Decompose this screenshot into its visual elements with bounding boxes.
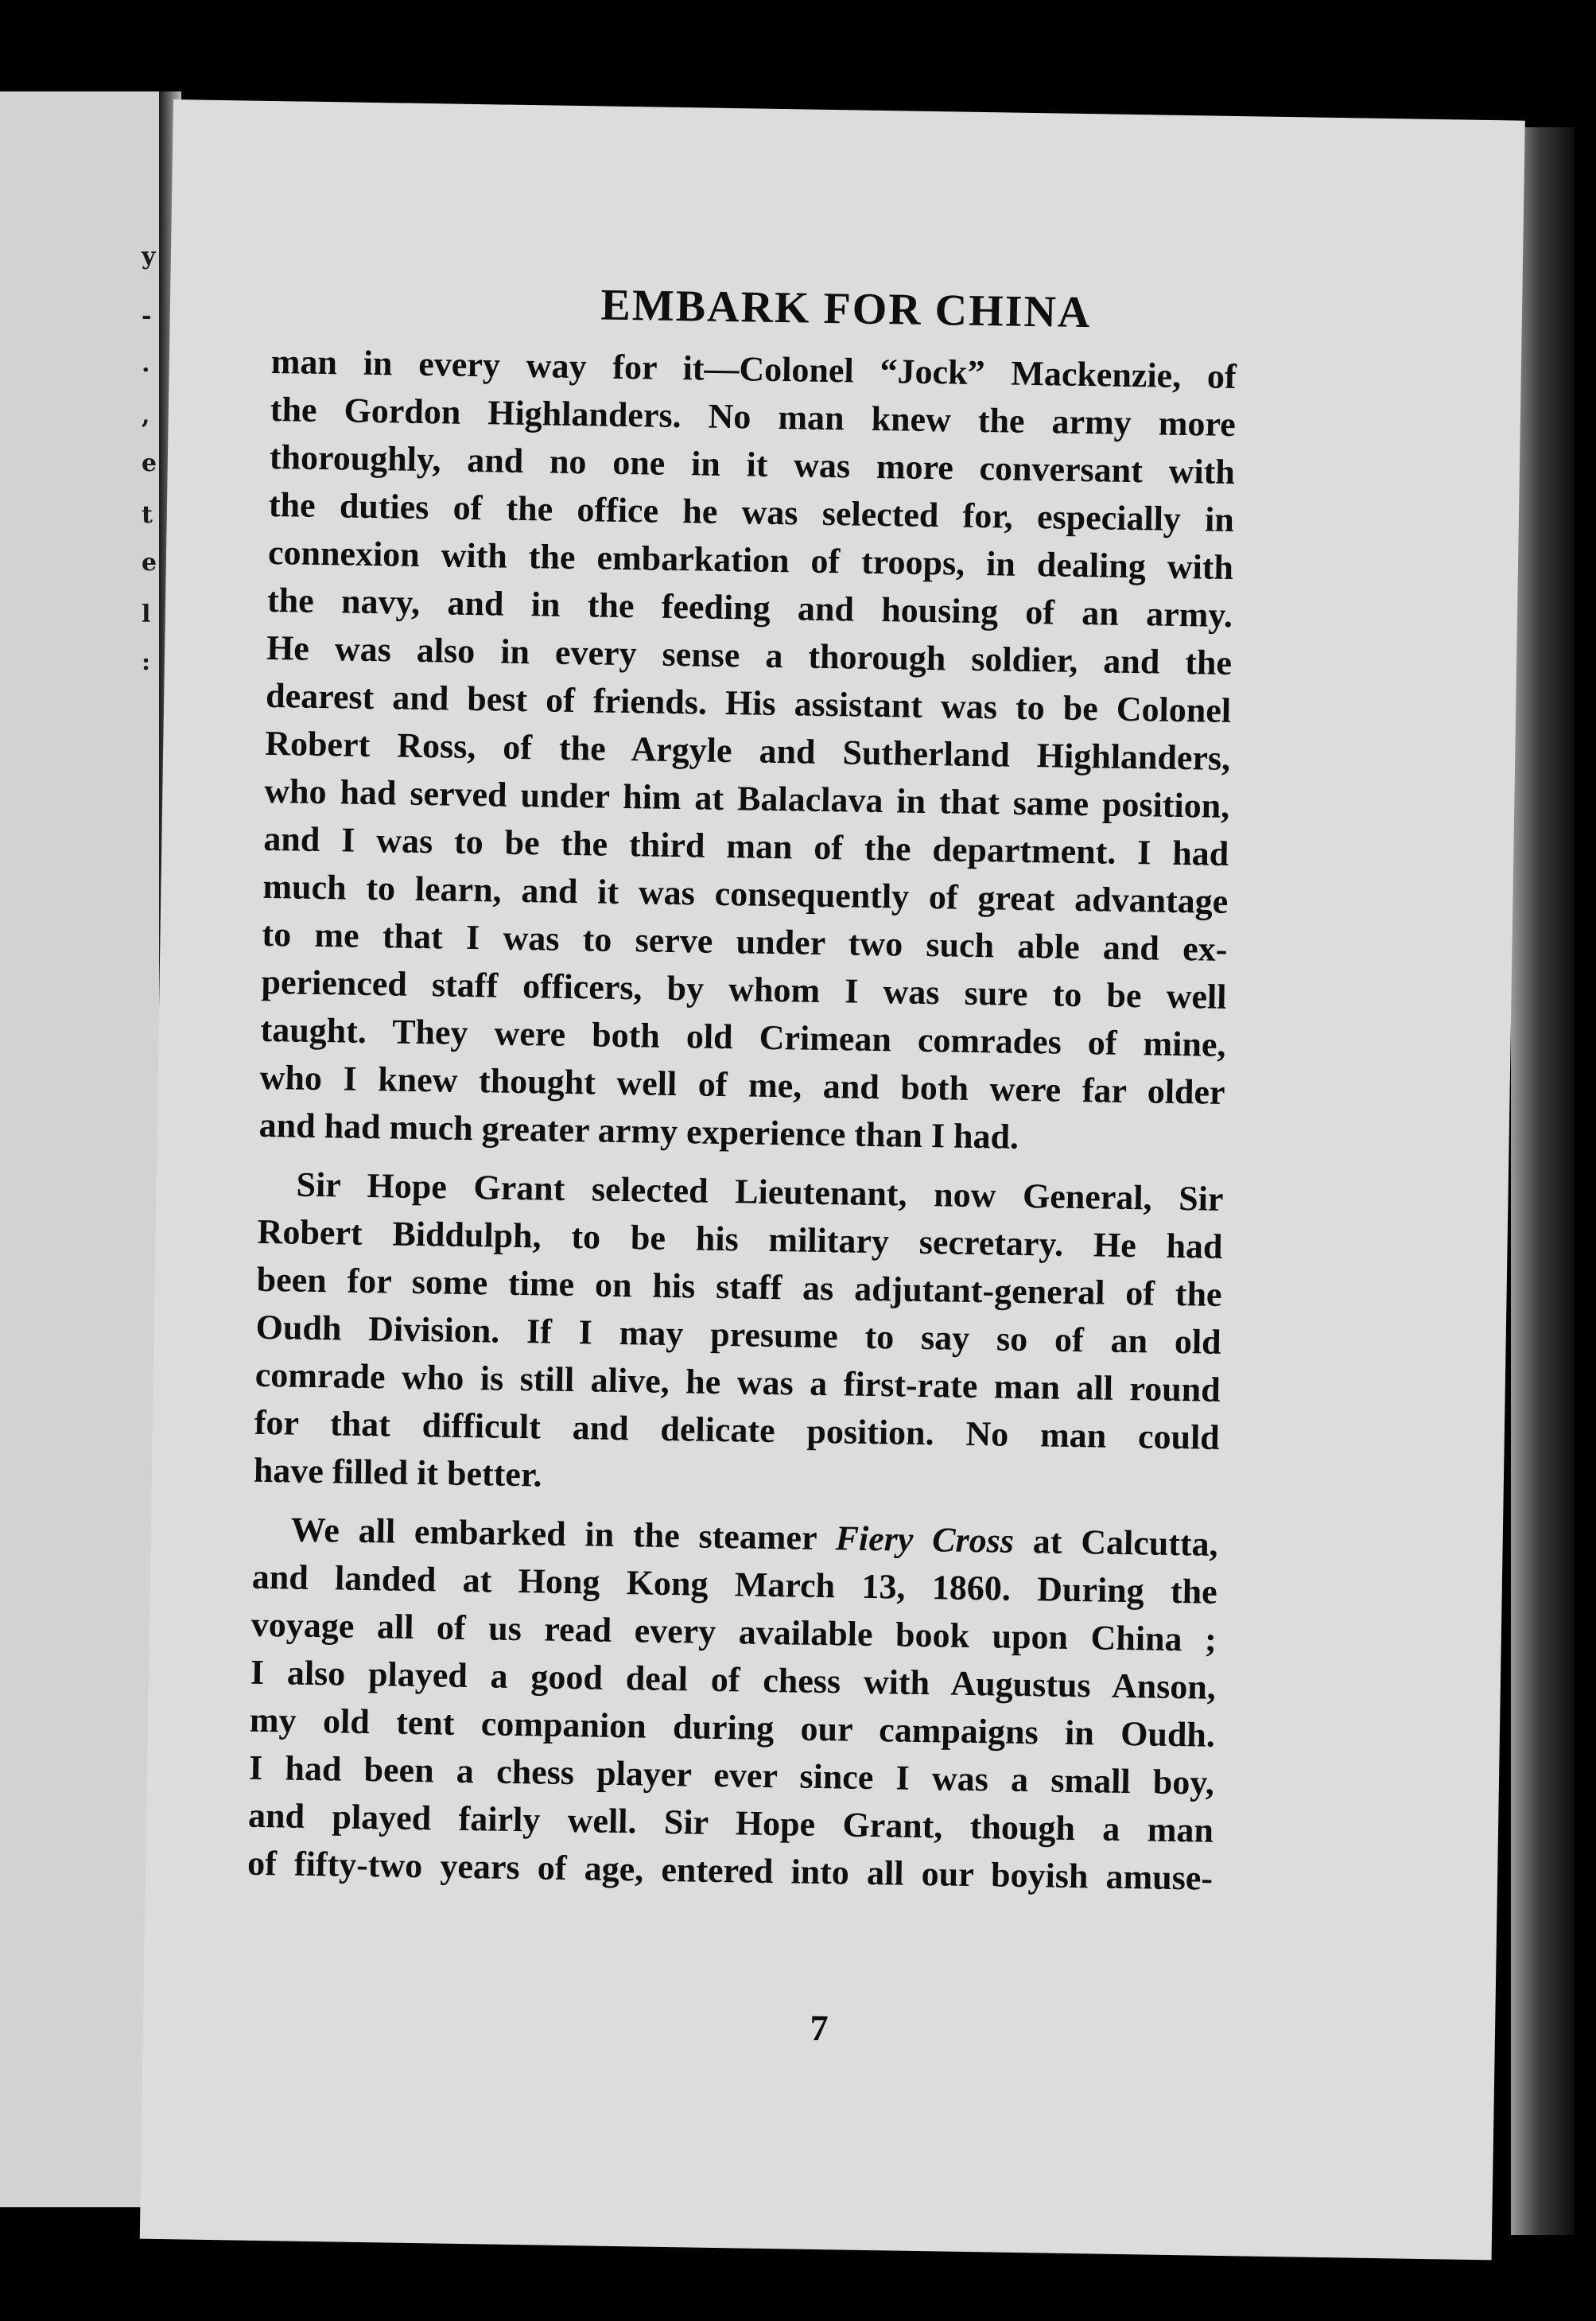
- text-line: my old tent companion during our campaigns in Oudh.: [249, 1700, 1216, 1755]
- page-stack-edge: [1511, 127, 1575, 2235]
- text-line: Oudh Division. If I may presume to say so of an old: [255, 1307, 1222, 1362]
- left-margin-mark: y: [142, 243, 156, 270]
- body-text: [247, 338, 1237, 1903]
- text-line: and landed at Hong Kong March 13, 1860. During the: [251, 1557, 1218, 1611]
- text-line: perienced staff officers, by whom I was sure to be well: [261, 962, 1227, 1017]
- text-line: I had been a chess player ever since I was a small boy,: [248, 1748, 1215, 1802]
- text-line: and I was to be the third man of the department. I had: [263, 818, 1229, 873]
- text-line: We all embarked in the steamer Fiery Cross at Calcutta,: [290, 1510, 1219, 1564]
- text-line: connexion with the embarkation of troops, in dealing with: [267, 532, 1234, 588]
- left-margin-mark: :: [142, 648, 151, 676]
- text-line: taught. They were both old Crimean comrades of mine,: [260, 1009, 1226, 1064]
- text-line: man in every way for it—Colonel “Jock” Mackenzie, of: [270, 341, 1237, 397]
- text-line: the duties of the office he was selected for, especially in: [268, 484, 1235, 540]
- text-line: He was also in every sense a thorough soldier, and the: [266, 628, 1233, 682]
- running-header: EMBARK FOR CHINA: [600, 280, 1092, 338]
- text-line: much to learn, and it was consequently of great advantage: [262, 866, 1229, 921]
- left-margin-mark: -: [142, 302, 152, 330]
- left-page-edge: [0, 91, 164, 2207]
- text-line: and played fairly well. Sir Hope Grant, though a man: [247, 1795, 1214, 1850]
- text-line: Robert Biddulph, to be his military secretary. He had: [257, 1211, 1223, 1266]
- left-margin-mark: .: [142, 350, 150, 378]
- text-line: who I knew thought well of me, and both were far older: [259, 1057, 1225, 1112]
- text-line: the navy, and in the feeding and housing of an army.: [266, 580, 1233, 635]
- text-line: Sir Hope Grant selected Lieutenant, now General, Sir: [296, 1164, 1224, 1219]
- book-page: [140, 99, 1525, 2260]
- text-line: of fifty-two years of age, entered into all our boyish amuse-: [247, 1843, 1214, 1898]
- left-margin-mark: e: [142, 449, 157, 477]
- text-line: to me that I was to serve under two such able and ex-: [262, 914, 1228, 969]
- text-line: for that difficult and delicate position. No man could: [254, 1402, 1221, 1457]
- text-line: and had much greater army experience than I had.: [258, 1105, 1019, 1157]
- text-line: I also played a good deal of chess with Augustus Anson,: [250, 1652, 1217, 1707]
- left-margin-mark: e: [142, 549, 157, 577]
- text-line: have filled it better.: [253, 1450, 542, 1495]
- text-line: dearest and best of friends. His assistant was to be Colonel: [265, 675, 1232, 730]
- text-line: who had served under him at Balaclava in that same position,: [263, 771, 1230, 826]
- left-margin-mark: ,: [142, 402, 150, 430]
- text-line: voyage all of us read every available book upon China ;: [250, 1604, 1217, 1659]
- page-number: 7: [810, 2007, 829, 2049]
- text-line: Robert Ross, of the Argyle and Sutherland Highlanders,: [264, 723, 1231, 778]
- text-line: been for some time on his staff as adjutant-general of the: [256, 1259, 1222, 1314]
- text-line: the Gordon Highlanders. No man knew the army more: [270, 389, 1237, 445]
- left-margin-mark: t: [142, 501, 153, 529]
- text-line: thoroughly, and no one in it was more conversant with: [269, 437, 1236, 492]
- text-line: comrade who is still alive, he was a first-rate man all round: [254, 1355, 1221, 1409]
- left-margin-mark: l: [142, 601, 151, 628]
